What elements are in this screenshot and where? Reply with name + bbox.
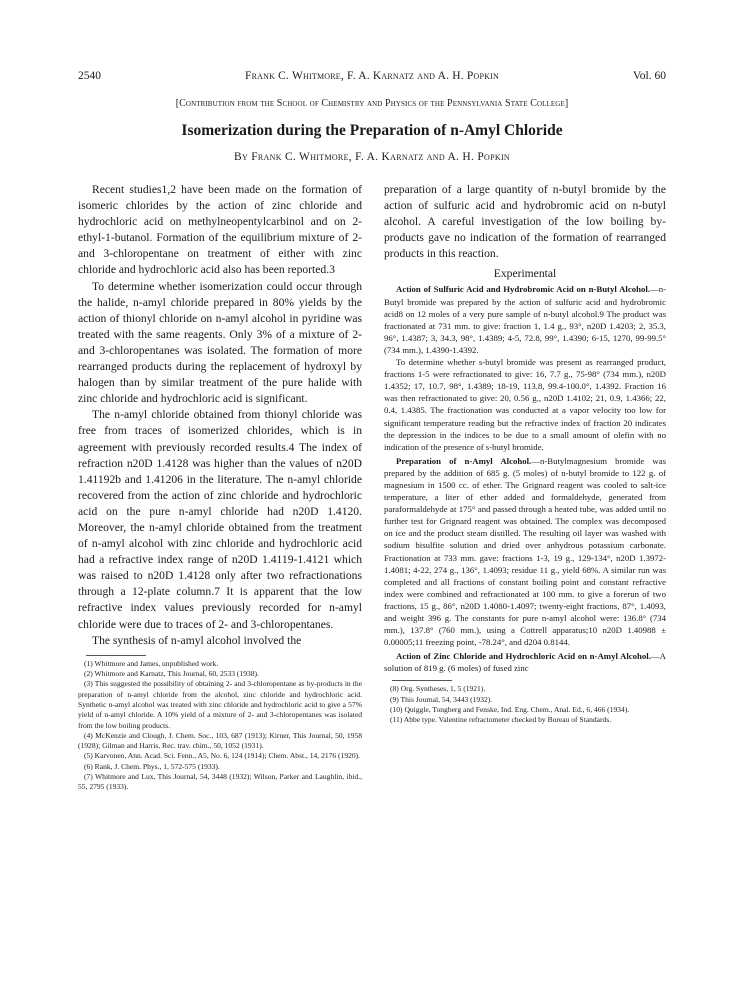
page-number: 2540 <box>78 70 101 82</box>
footnotes-right <box>384 684 666 725</box>
body-paragraph: preparation of a large quantity of n-butyl bromide by the action of sulfuric acid and hydrobromic acid on n-butyl alcohol. A careful investigation of the low boiling by-products gave no indication of the formation of rearranged products in this reaction. <box>384 183 666 261</box>
right-column <box>384 182 666 942</box>
experiment-text: —n-Butyl bromide was prepared by the action of sulfuric acid and hydrobromic acid8 on 12 moles of a very pure sample of n-butyl alcohol.9 The product was fractionated at 731 mm. to give: fraction 1, 1.4 g., 93°, n20D 1.4203; 2, 35.3, 96°, 1.4387; 3, 34.3, 98°, 1.4389; 4-5, 72.8, 99°, 1.4390; 6-15, 1270, 99-99.5° (734 mm.), 1.4390-1.4392. <box>384 284 666 355</box>
run-in-heading: Action of Zinc Chloride and Hydrochloric Acid on n-Amyl Alcohol. <box>396 651 651 662</box>
footnote: (8) Org. Syntheses, 1, 5 (1921). <box>390 684 486 694</box>
body-paragraph: The n-amyl chloride obtained from thionyl chloride was free from traces of isomerized chlorides, which is in agreement with previously recorded results.4 The index of refraction n20D 1.4128 was higher than the values of n20D 1.41192b and 1.41206 in the literature. The n-amyl chloride recovered from the action of zinc chloride and hydrochloric acid on the pure n-amyl chloride had n20D 1.4120. Moreover, the n-amyl chloride obtained from the treatment of n-amyl alcohol with zinc chloride and hydrochloric acid had a refractive index range of n20D 1.4119-1.4121 which was raised to n20D 1.4128 only after two refractionations through a 12-plate column.7 It is apparent that the low refractive index values previously recorded for n-amyl chloride were due to traces of 2- and 3-chloropentanes. <box>78 408 362 631</box>
footnote: (6) Rank, J. Chem. Phys., 1, 572-575 (1933). <box>84 761 220 771</box>
running-header <box>78 70 666 86</box>
footnote-divider <box>86 655 146 656</box>
experiment-paragraph <box>384 455 666 649</box>
footnote: (9) This Journal, 54, 3443 (1932). <box>390 694 493 704</box>
body-paragraph: The synthesis of n-amyl alcohol involved the <box>92 633 302 647</box>
footnote: (4) McKenzie and Clough, J. Chem. Soc., 103, 687 (1913); Kirner, This Journal, 50, 1958 (1928); Gilman and Harris, Rec. trav. chim., 50, 1052 (1931). <box>78 730 362 751</box>
byline: By Frank C. Whitmore, F. A. Karnatz and A. H. Popkin <box>233 151 511 163</box>
experiment-paragraph: To determine whether s-butyl bromide was present as rearranged product, fractions 1-5 were refractionated to give: 16, 7.7 g., 75-98° (734 mm.), n20D 1.4352; 17, 10.7, 98°, 1.4389; 18-19, 113.8, 99.4-100.0°, 1.4392. Fraction 16 was then refractionated to give: 20, 0.56 g., n20D 1.4102; 21, 0.9, 1.4366; 22, 0.4, 1.4385. The fractionation was conducted at a vapor velocity too low for significant temperature reading but the refractive index of fraction 20 indicates the depression in the indices to be due to a small amount of olefin with no indication of the presence of s-butyl bromide. <box>384 357 666 452</box>
volume-label: Vol. 60 <box>632 70 666 82</box>
footnote: (5) Karvonen, Ann. Acad. Sci. Fenn., A5, No. 6, 124 (1914); Chem. Abst., 14, 2176 (1920). <box>84 751 361 761</box>
contribution-line: [Contribution from the School of Chemistry and Physics of the Pennsylvania State College] <box>175 98 569 109</box>
footnotes-left <box>78 659 362 793</box>
left-column <box>78 182 362 942</box>
run-in-heading: Preparation of n-Amyl Alcohol. <box>396 455 532 466</box>
section-heading: Experimental <box>493 267 557 281</box>
experiment-text: —A solution of 819 g. (6 moles) of fused zinc <box>384 651 666 674</box>
footnote: (10) Quiggle, Tongberg and Fenske, Ind. Eng. Chem., Anal. Ed., 6, 466 (1934). <box>390 705 630 715</box>
experiment-paragraph <box>384 650 666 674</box>
body-paragraph: To determine whether isomerization could occur through the halide, n-amyl chloride prepared in 80% yields by the action of thionyl chloride on n-amyl alcohol in pyridine was treated with the same reagents. Only 3% of a mixture of 2- and 3-chloropentanes was isolated. The formation of more rearranged products during the replacement of hydroxyl by halogen than by similar treatment of the pure halide with zinc chloride and hydrochloric acid is significant. <box>78 279 362 406</box>
body-paragraph: Recent studies1,2 have been made on the formation of isomeric chlorides by the action of zinc chloride and hydrochloric acid on methylneopentylcarbinol and on 2-ethyl-1-butanol. Formation of the equilibrium mixture of 2- and 3-chloropentane on treatment of either with zinc chloride and hydrochloric acid also has been reported.3 <box>78 183 362 277</box>
footnote: (7) Whitmore and Lux, This Journal, 54, 3448 (1932); Wilson, Parker and Laughlin, ibid., 55, 2795 (1933). <box>78 771 362 792</box>
footnote: (2) Whitmore and Karnatz, This Journal, 60, 2533 (1938). <box>84 669 259 679</box>
experiment-text: —n-Butylmagnesium bromide was prepared by the addition of 685 g. (5 moles) of n-butyl bromide to 122 g. of magnesium in 1500 cc. of ether. The Grignard reagent was cooled to salt-ice temperature, a liter of ether added and formaldehyde, generated from paraformaldehyde at 175° and passed through a heated tube, was added until no further test for Grignard reagent was obtained. The complex was decomposed on ice and the product steam distilled. The resulting oil layer was washed with sodium bisulfite solution and dried over anhydrous potassium carbonate. Fractionation at 733 mm. gave: fractions 1-3, 19 g., 129-134°, n20D 1.3972-1.4081; 4-22, 274 g., 136°, 1.4093; residue 11 g., yield 68%. A similar run was completed and all fractions of constant boiling point and constant refractive index were combined and refractionated at 100 mm. to give a forerun of two fractions, 15 g., 86°, n20D 1.4080-1.4097; twenty-eight fractions, 87°, 1.4093, and weight 396 g. The constants for pure n-amyl alcohol were: 136.8° (734 mm.), 137.8° (760 mm.), using a Cottrell apparatus;10 n20D 1.40988 ± 0.00005;11 freezing point, -78.24°, and d204 0.8144. <box>384 455 666 648</box>
footnote: (11) Abbe type. Valentine refractometer checked by Bureau of Standards. <box>390 715 612 725</box>
experiment-paragraph <box>384 283 666 356</box>
run-in-heading: Action of Sulfuric Acid and Hydrobromic Acid on n-Butyl Alcohol. <box>396 284 650 295</box>
footnote: (1) Whitmore and James, unpublished work. <box>84 658 219 668</box>
running-authors: Frank C. Whitmore, F. A. Karnatz and A. H. Popkin <box>245 70 499 82</box>
footnote: (3) This suggested the possibility of obtaining 2- and 3-chloropentane as by-products in the preparation of n-amyl chloride from the alcohol, zinc chloride and hydrochloric acid. Synthetic n-amyl alcohol was treated with zinc chloride and hydrochloric acid to give a 57% yield of n-amyl chloride. A 10% yield of a mixture of 2- and 3-chloropentanes was isolated from the low boiling products. <box>78 679 362 730</box>
article-title: Isomerization during the Preparation of n-Amyl Chloride <box>181 122 563 139</box>
footnote-divider <box>392 680 452 681</box>
